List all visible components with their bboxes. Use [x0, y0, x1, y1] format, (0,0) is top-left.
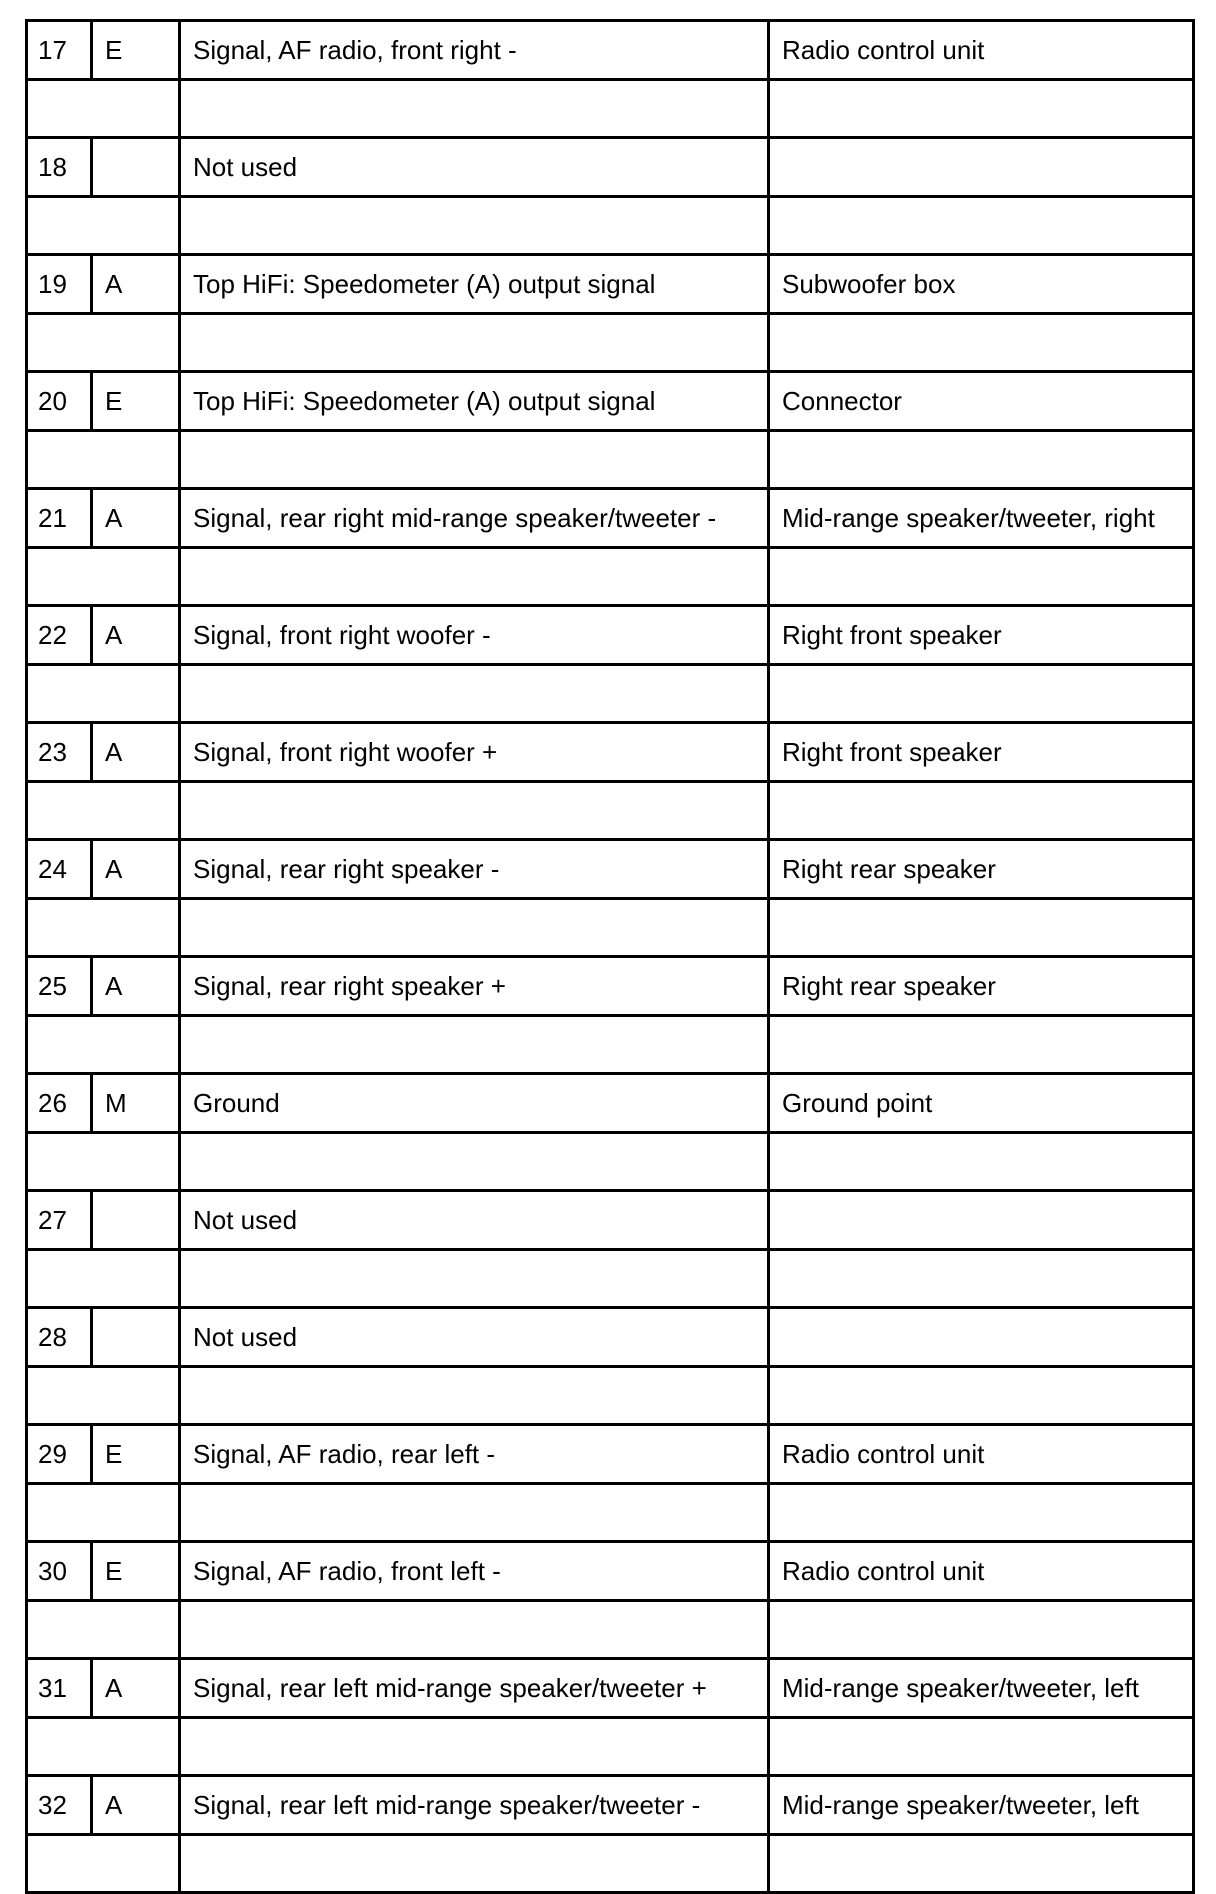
empty-cell [180, 1015, 769, 1074]
table-row [27, 1074, 1194, 1133]
signal-type-cell: A [92, 723, 180, 782]
empty-cell [180, 313, 769, 372]
signal-type-cell [92, 1308, 180, 1367]
empty-cell [27, 1366, 180, 1425]
empty-cell [27, 1834, 180, 1893]
table-row [27, 957, 1194, 1016]
signal-type-cell: E [92, 21, 180, 80]
description-cell: Signal, rear right speaker + [180, 957, 769, 1016]
signal-type-cell: A [92, 489, 180, 548]
table-spacer-row [27, 1366, 1194, 1425]
pin-number-cell: 26 [27, 1074, 92, 1133]
pin-number-cell: 29 [27, 1425, 92, 1484]
table-spacer-row [27, 196, 1194, 255]
table-row [27, 606, 1194, 665]
empty-cell [769, 1015, 1194, 1074]
empty-cell [769, 313, 1194, 372]
table-row [27, 1191, 1194, 1250]
pin-number-cell: 18 [27, 138, 92, 197]
empty-cell [180, 430, 769, 489]
table-row [27, 372, 1194, 431]
table-row [27, 489, 1194, 548]
empty-cell [27, 664, 180, 723]
table-spacer-row [27, 313, 1194, 372]
table-spacer-row [27, 430, 1194, 489]
table-spacer-row [27, 1132, 1194, 1191]
empty-cell [27, 547, 180, 606]
pin-number-cell: 27 [27, 1191, 92, 1250]
empty-cell [180, 1834, 769, 1893]
table-row [27, 1776, 1194, 1835]
empty-cell [769, 1834, 1194, 1893]
signal-type-cell: A [92, 1776, 180, 1835]
description-cell: Signal, AF radio, front left - [180, 1542, 769, 1601]
destination-cell: Ground point [769, 1074, 1194, 1133]
empty-cell [769, 664, 1194, 723]
destination-cell: Right rear speaker [769, 840, 1194, 899]
table-spacer-row [27, 1015, 1194, 1074]
destination-cell: Radio control unit [769, 1542, 1194, 1601]
table-row [27, 21, 1194, 80]
empty-cell [180, 1600, 769, 1659]
description-cell: Signal, front right woofer + [180, 723, 769, 782]
pin-number-cell: 19 [27, 255, 92, 314]
table-row [27, 1659, 1194, 1718]
destination-cell: Mid-range speaker/tweeter, right [769, 489, 1194, 548]
destination-cell [769, 1191, 1194, 1250]
description-cell: Not used [180, 138, 769, 197]
table-spacer-row [27, 547, 1194, 606]
empty-cell [769, 1483, 1194, 1542]
pin-number-cell: 30 [27, 1542, 92, 1601]
description-cell: Top HiFi: Speedometer (A) output signal [180, 255, 769, 314]
destination-cell: Right front speaker [769, 606, 1194, 665]
empty-cell [180, 898, 769, 957]
signal-type-cell: M [92, 1074, 180, 1133]
empty-cell [27, 313, 180, 372]
destination-cell: Radio control unit [769, 1425, 1194, 1484]
description-cell: Top HiFi: Speedometer (A) output signal [180, 372, 769, 431]
empty-cell [27, 781, 180, 840]
table-row [27, 1425, 1194, 1484]
table-spacer-row [27, 1600, 1194, 1659]
pin-number-cell: 20 [27, 372, 92, 431]
destination-cell: Connector [769, 372, 1194, 431]
empty-cell [27, 1717, 180, 1776]
pin-number-cell: 21 [27, 489, 92, 548]
destination-cell: Right rear speaker [769, 957, 1194, 1016]
description-cell: Signal, rear right mid-range speaker/tweeter - [180, 489, 769, 548]
table-row [27, 1542, 1194, 1601]
empty-cell [769, 1717, 1194, 1776]
pin-number-cell: 28 [27, 1308, 92, 1367]
signal-type-cell: A [92, 255, 180, 314]
empty-cell [769, 547, 1194, 606]
empty-cell [769, 79, 1194, 138]
pin-number-cell: 32 [27, 1776, 92, 1835]
table-spacer-row [27, 1834, 1194, 1893]
description-cell: Signal, AF radio, front right - [180, 21, 769, 80]
empty-cell [769, 196, 1194, 255]
signal-type-cell: E [92, 1425, 180, 1484]
description-cell: Not used [180, 1308, 769, 1367]
description-cell: Signal, rear right speaker - [180, 840, 769, 899]
table-spacer-row [27, 781, 1194, 840]
empty-cell [27, 1015, 180, 1074]
description-cell: Signal, rear left mid-range speaker/tweeter - [180, 1776, 769, 1835]
description-cell: Ground [180, 1074, 769, 1133]
signal-type-cell: A [92, 1659, 180, 1718]
empty-cell [180, 781, 769, 840]
empty-cell [27, 196, 180, 255]
empty-cell [180, 1132, 769, 1191]
table-spacer-row [27, 1717, 1194, 1776]
table-spacer-row [27, 1483, 1194, 1542]
signal-type-cell: E [92, 372, 180, 431]
empty-cell [27, 1132, 180, 1191]
empty-cell [27, 1249, 180, 1308]
empty-cell [180, 79, 769, 138]
table-spacer-row [27, 1249, 1194, 1308]
pin-number-cell: 25 [27, 957, 92, 1016]
pin-number-cell: 17 [27, 21, 92, 80]
destination-cell: Radio control unit [769, 21, 1194, 80]
table-spacer-row [27, 79, 1194, 138]
empty-cell [769, 1366, 1194, 1425]
pin-assignment-table [25, 19, 1195, 1894]
empty-cell [769, 781, 1194, 840]
destination-cell: Mid-range speaker/tweeter, left [769, 1659, 1194, 1718]
pin-number-cell: 23 [27, 723, 92, 782]
destination-cell [769, 1308, 1194, 1367]
signal-type-cell [92, 138, 180, 197]
pin-number-cell: 24 [27, 840, 92, 899]
empty-cell [180, 1366, 769, 1425]
table-row [27, 138, 1194, 197]
empty-cell [27, 1600, 180, 1659]
destination-cell [769, 138, 1194, 197]
destination-cell: Mid-range speaker/tweeter, left [769, 1776, 1194, 1835]
signal-type-cell [92, 1191, 180, 1250]
destination-cell: Right front speaker [769, 723, 1194, 782]
table-spacer-row [27, 664, 1194, 723]
signal-type-cell: A [92, 606, 180, 665]
empty-cell [769, 1600, 1194, 1659]
empty-cell [27, 898, 180, 957]
empty-cell [27, 430, 180, 489]
empty-cell [27, 79, 180, 138]
empty-cell [180, 1717, 769, 1776]
pin-number-cell: 31 [27, 1659, 92, 1718]
empty-cell [180, 1249, 769, 1308]
pin-table-body [27, 21, 1194, 1893]
signal-type-cell: A [92, 957, 180, 1016]
description-cell: Signal, AF radio, rear left - [180, 1425, 769, 1484]
empty-cell [769, 1132, 1194, 1191]
empty-cell [769, 430, 1194, 489]
empty-cell [27, 1483, 180, 1542]
table-row [27, 1308, 1194, 1367]
pin-number-cell: 22 [27, 606, 92, 665]
description-cell: Signal, front right woofer - [180, 606, 769, 665]
signal-type-cell: A [92, 840, 180, 899]
description-cell: Signal, rear left mid-range speaker/tweeter + [180, 1659, 769, 1718]
table-row [27, 255, 1194, 314]
table-row [27, 840, 1194, 899]
empty-cell [769, 1249, 1194, 1308]
empty-cell [180, 664, 769, 723]
empty-cell [180, 1483, 769, 1542]
empty-cell [769, 898, 1194, 957]
signal-type-cell: E [92, 1542, 180, 1601]
empty-cell [180, 547, 769, 606]
description-cell: Not used [180, 1191, 769, 1250]
destination-cell: Subwoofer box [769, 255, 1194, 314]
table-row [27, 723, 1194, 782]
table-spacer-row [27, 898, 1194, 957]
empty-cell [180, 196, 769, 255]
